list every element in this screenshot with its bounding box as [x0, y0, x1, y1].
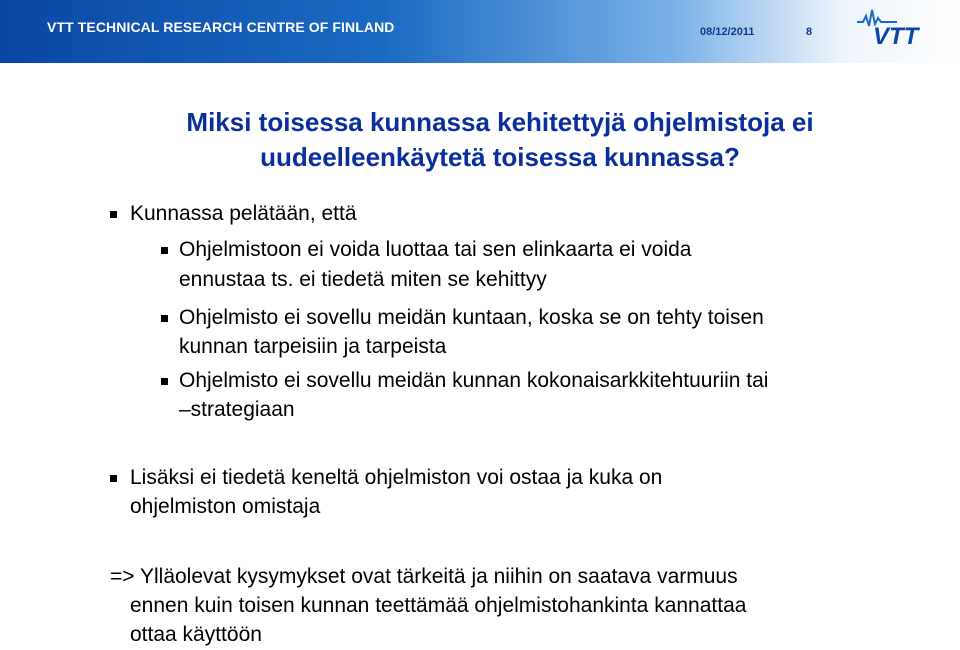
bullet-ownership-line-1: Lisäksi ei tiedetä keneltä ohjelmiston voi ostaa ja kuka on [130, 466, 663, 489]
slide-date: 08/12/2011 [700, 26, 755, 38]
sub-bullet-trust-line-2: ennustaa ts. ei tiedetä miten se kehittyy [179, 268, 547, 291]
bullet-ownership-line-2: ohjelmiston omistaja [130, 495, 321, 518]
slide-title-line-1: Miksi toisessa kunnassa kehitettyjä ohjelmistoja ei [186, 107, 814, 137]
sub-bullet-trust-line-1: Ohjelmistoon ei voida luottaa tai sen elinkaarta ei voida [179, 238, 692, 261]
conclusion-line-2: ennen kuin toisen kunnan teettämää ohjelmistohankinta kannattaa [130, 594, 747, 617]
conclusion-line-1: => Ylläolevat kysymykset ovat tärkeitä ja niihin on saatava varmuus [110, 565, 738, 588]
vtt-logo-text: VTT [873, 23, 919, 50]
conclusion-line-3: ottaa käyttöön [130, 623, 262, 646]
sub-bullet-fit-line-1: Ohjelmisto ei sovellu meidän kuntaan, koska se on tehty toisen [179, 306, 764, 329]
organization-name: VTT TECHNICAL RESEARCH CENTRE OF FINLAND [47, 19, 395, 35]
square-bullet-icon [161, 378, 168, 385]
square-bullet-icon [161, 315, 168, 322]
bullet-main-fear: Kunnassa pelätään, että [130, 202, 357, 225]
square-bullet-icon [110, 211, 117, 218]
square-bullet-icon [161, 247, 168, 254]
sub-bullet-architecture-line-1: Ohjelmisto ei sovellu meidän kunnan kokonaisarkkitehtuuriin tai [179, 369, 769, 392]
page-number: 8 [806, 26, 813, 38]
sub-bullet-architecture-line-2: –strategiaan [179, 398, 295, 421]
sub-bullet-fit-line-2: kunnan tarpeisiin ja tarpeista [179, 335, 447, 358]
square-bullet-icon [110, 475, 117, 482]
slide-title-line-2: uudeelleenkäytetä toisessa kunnassa? [260, 142, 740, 172]
